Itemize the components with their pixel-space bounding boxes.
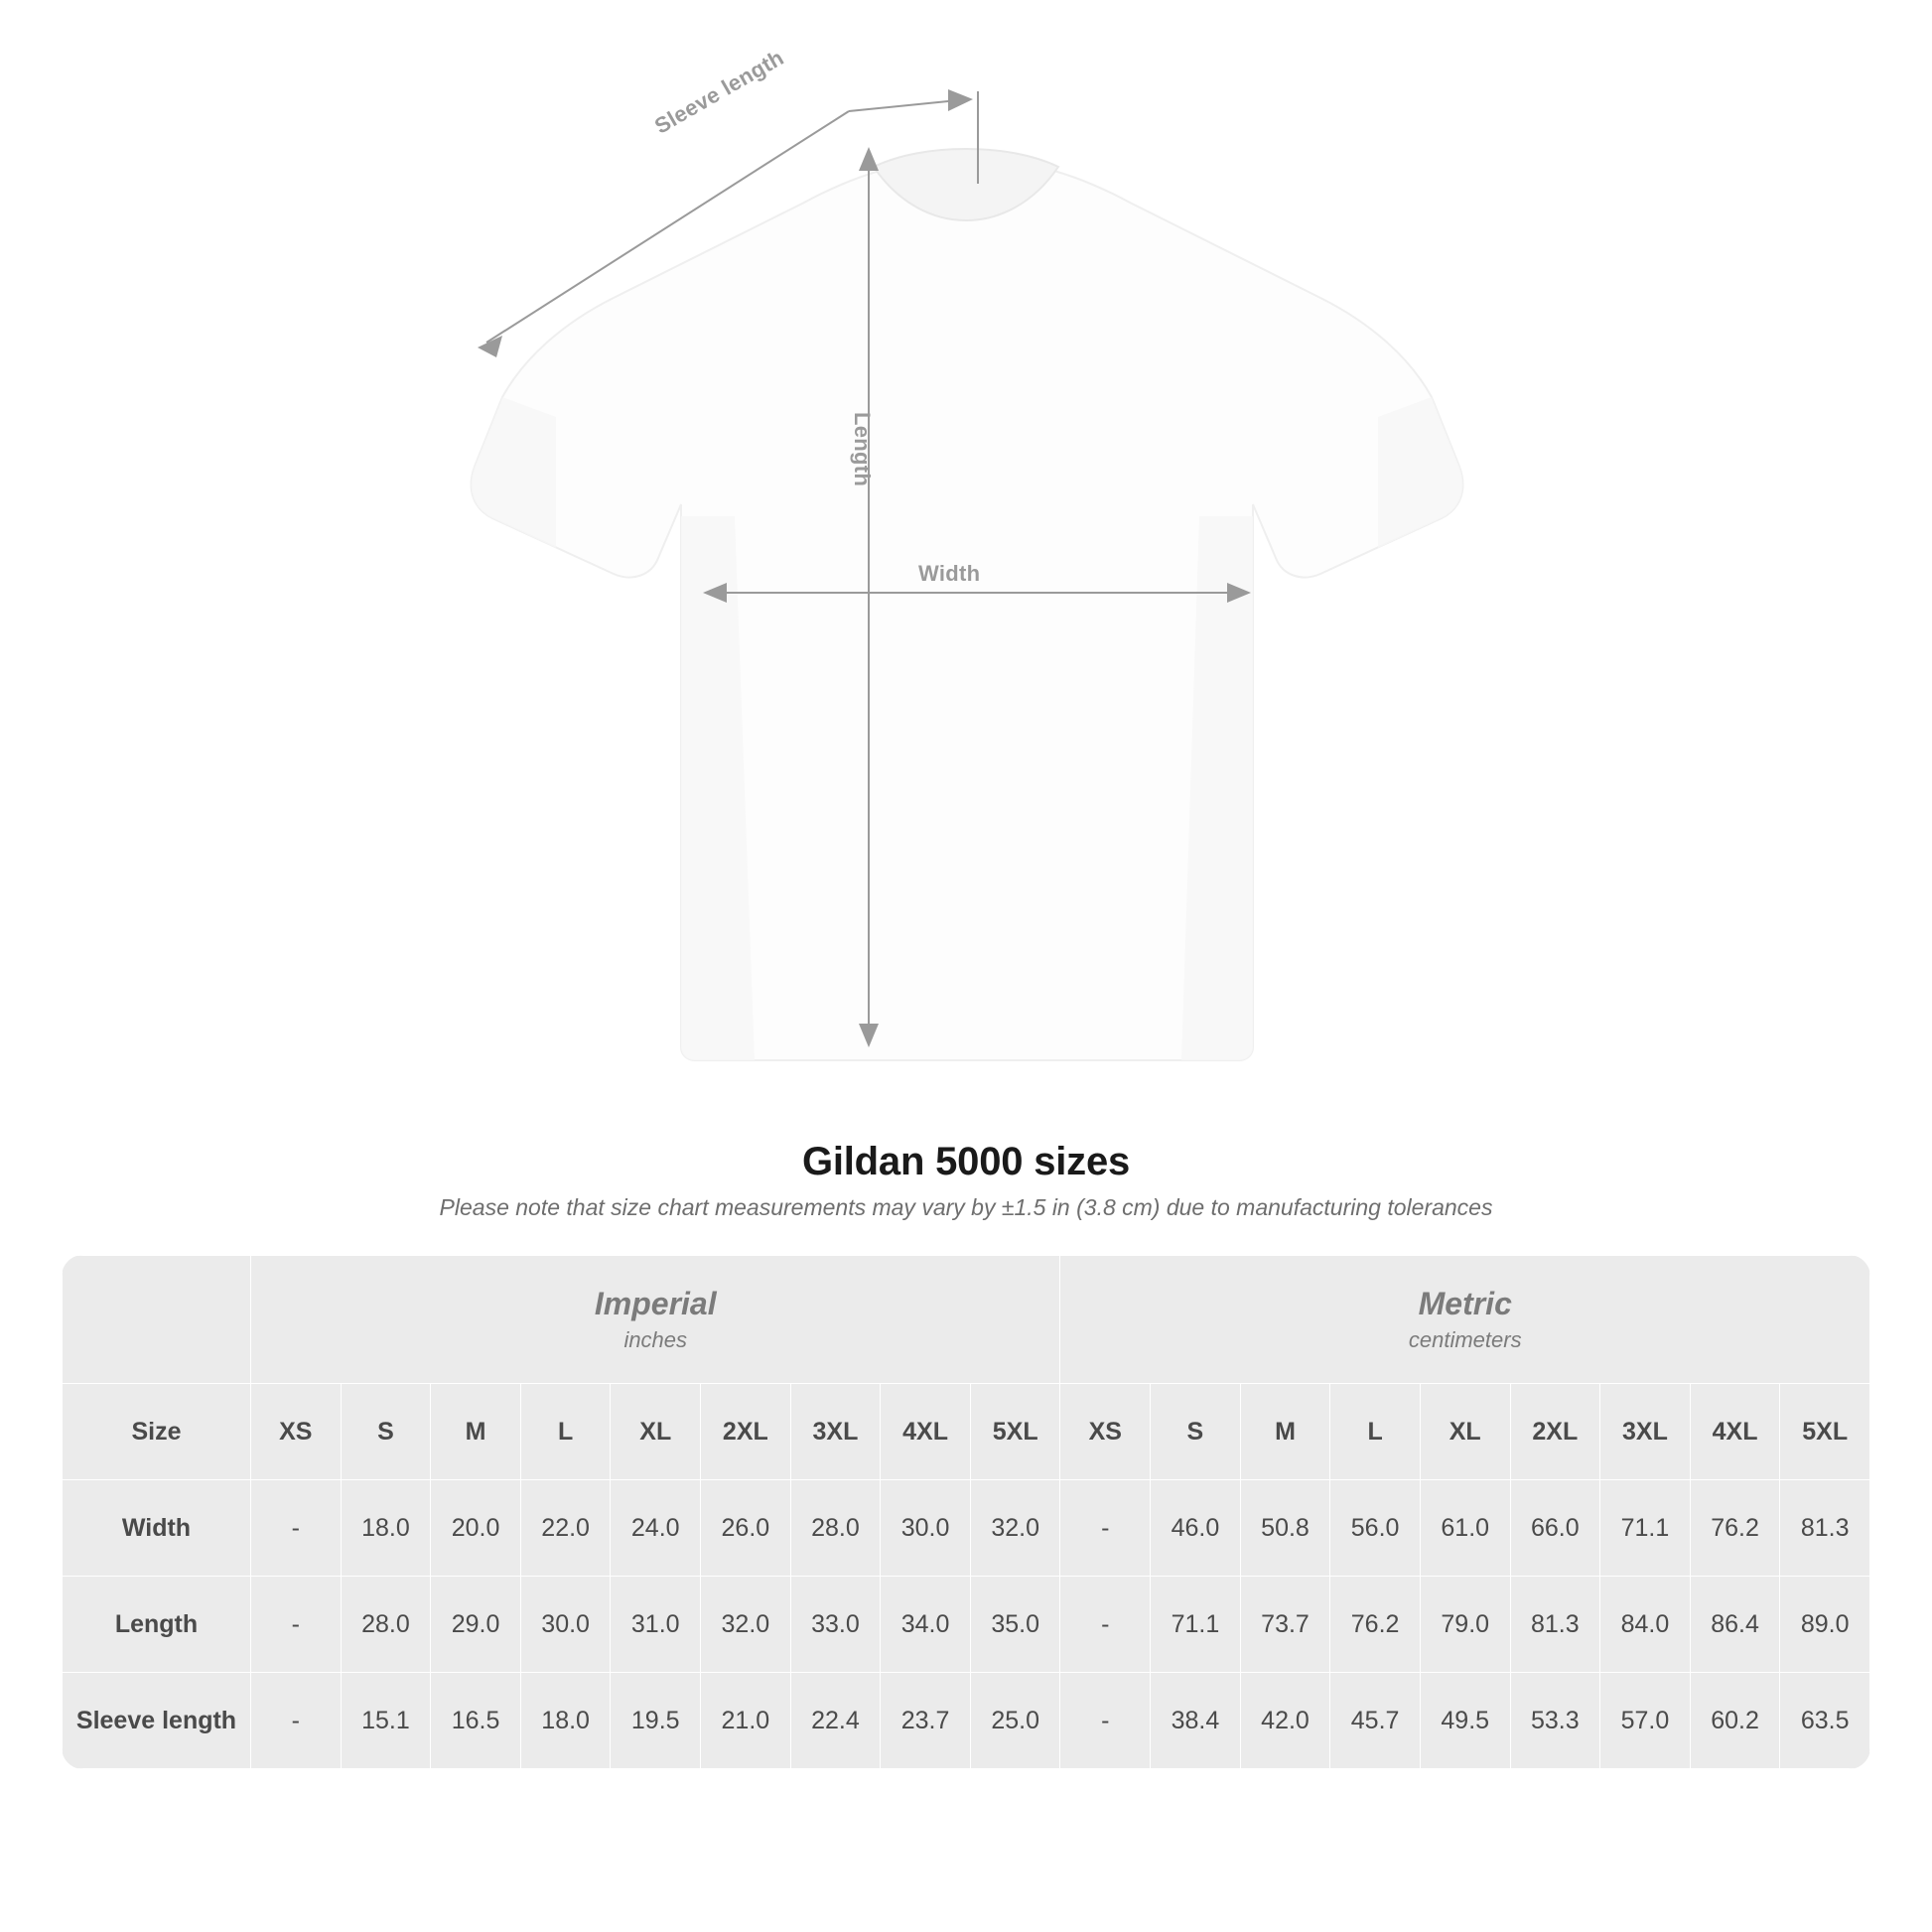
cell-sleeve-metric-m: 42.0	[1240, 1673, 1330, 1769]
page-title: Gildan 5000 sizes	[801, 1140, 1131, 1183]
cell-width-metric-s: 46.0	[1151, 1480, 1241, 1577]
size-cell-metric-3xl: 3XL	[1600, 1384, 1691, 1480]
cell-length-metric-2xl: 81.3	[1510, 1577, 1600, 1673]
cell-length-metric-l: 76.2	[1330, 1577, 1421, 1673]
cell-length-imperial-s: 28.0	[341, 1577, 431, 1673]
cell-width-imperial-l: 22.0	[520, 1480, 611, 1577]
cell-width-metric-xs: -	[1060, 1480, 1151, 1577]
size-cell-metric-2xl: 2XL	[1510, 1384, 1600, 1480]
cell-sleeve-metric-3xl: 57.0	[1600, 1673, 1691, 1769]
unit-header-row	[63, 1256, 1870, 1384]
size-cell-imperial-s: S	[341, 1384, 431, 1480]
cell-width-imperial-s: 18.0	[341, 1480, 431, 1577]
row-label-width: Width	[63, 1480, 251, 1577]
cell-width-imperial-xs: -	[251, 1480, 342, 1577]
cell-width-metric-3xl: 71.1	[1600, 1480, 1691, 1577]
cell-length-metric-4xl: 86.4	[1690, 1577, 1780, 1673]
size-cell-imperial-l: L	[520, 1384, 611, 1480]
size-cell-imperial-3xl: 3XL	[790, 1384, 881, 1480]
size-cell-metric-xs: XS	[1060, 1384, 1151, 1480]
cell-width-metric-2xl: 66.0	[1510, 1480, 1600, 1577]
cell-sleeve-imperial-xl: 19.5	[611, 1673, 701, 1769]
cell-width-imperial-5xl: 32.0	[970, 1480, 1060, 1577]
row-label-length: Length	[63, 1577, 251, 1673]
width-label: Width	[918, 561, 981, 586]
cell-length-imperial-4xl: 34.0	[881, 1577, 971, 1673]
size-cell-metric-s: S	[1151, 1384, 1241, 1480]
cell-sleeve-metric-l: 45.7	[1330, 1673, 1421, 1769]
cell-length-metric-5xl: 89.0	[1780, 1577, 1870, 1673]
size-cell-metric-4xl: 4XL	[1690, 1384, 1780, 1480]
cell-sleeve-imperial-s: 15.1	[341, 1673, 431, 1769]
cell-width-imperial-4xl: 30.0	[881, 1480, 971, 1577]
cell-sleeve-imperial-l: 18.0	[520, 1673, 611, 1769]
sleeve-length-label: Sleeve length	[650, 45, 788, 139]
size-cell-imperial-2xl: 2XL	[701, 1384, 791, 1480]
cell-width-metric-l: 56.0	[1330, 1480, 1421, 1577]
cell-sleeve-metric-s: 38.4	[1151, 1673, 1241, 1769]
cell-sleeve-metric-4xl: 60.2	[1690, 1673, 1780, 1769]
unit-header-spacer	[63, 1256, 251, 1384]
cell-sleeve-metric-2xl: 53.3	[1510, 1673, 1600, 1769]
cell-length-metric-s: 71.1	[1151, 1577, 1241, 1673]
cell-sleeve-metric-5xl: 63.5	[1780, 1673, 1870, 1769]
cell-sleeve-imperial-4xl: 23.7	[881, 1673, 971, 1769]
cell-length-imperial-xs: -	[251, 1577, 342, 1673]
metric-sub: centimeters	[1408, 1326, 1522, 1352]
cell-sleeve-imperial-xs: -	[251, 1673, 342, 1769]
cell-width-imperial-xl: 24.0	[611, 1480, 701, 1577]
cell-width-imperial-3xl: 28.0	[790, 1480, 881, 1577]
size-label-cell: Size	[63, 1384, 251, 1480]
cell-sleeve-imperial-2xl: 21.0	[701, 1673, 791, 1769]
table-row	[63, 1673, 1870, 1769]
cell-length-metric-m: 73.7	[1240, 1577, 1330, 1673]
cell-length-metric-xs: -	[1060, 1577, 1151, 1673]
cell-sleeve-imperial-5xl: 25.0	[970, 1673, 1060, 1769]
cell-sleeve-imperial-3xl: 22.4	[790, 1673, 881, 1769]
cell-length-imperial-xl: 31.0	[611, 1577, 701, 1673]
cell-width-imperial-m: 20.0	[431, 1480, 521, 1577]
size-cell-metric-l: L	[1330, 1384, 1421, 1480]
imperial-name: Imperial	[594, 1285, 717, 1321]
tolerance-note: Please note that size chart measurements may vary by ±1.5 in (3.8 cm) due to manufacturing tolerances	[439, 1194, 1493, 1220]
cell-length-imperial-2xl: 32.0	[701, 1577, 791, 1673]
cell-sleeve-metric-xl: 49.5	[1420, 1673, 1510, 1769]
size-cell-metric-m: M	[1240, 1384, 1330, 1480]
cell-length-imperial-5xl: 35.0	[970, 1577, 1060, 1673]
row-label-sleeve-length: Sleeve length	[63, 1673, 251, 1769]
cell-sleeve-metric-xs: -	[1060, 1673, 1151, 1769]
cell-length-imperial-m: 29.0	[431, 1577, 521, 1673]
cell-length-metric-xl: 79.0	[1420, 1577, 1510, 1673]
imperial-sub: inches	[623, 1326, 688, 1352]
metric-name: Metric	[1418, 1285, 1512, 1321]
cell-length-metric-3xl: 84.0	[1600, 1577, 1691, 1673]
cell-width-metric-4xl: 76.2	[1690, 1480, 1780, 1577]
metric-header	[1060, 1256, 1870, 1384]
size-table	[62, 1255, 1870, 1769]
length-label: Length	[850, 412, 875, 487]
title-block	[0, 1140, 1932, 1221]
cell-width-metric-5xl: 81.3	[1780, 1480, 1870, 1577]
table-row	[63, 1480, 1870, 1577]
cell-sleeve-imperial-m: 16.5	[431, 1673, 521, 1769]
imperial-header	[251, 1256, 1060, 1384]
cell-width-imperial-2xl: 26.0	[701, 1480, 791, 1577]
table-row	[63, 1577, 1870, 1673]
size-header-row	[63, 1384, 1870, 1480]
cell-width-metric-xl: 61.0	[1420, 1480, 1510, 1577]
cell-length-imperial-l: 30.0	[520, 1577, 611, 1673]
cell-width-metric-m: 50.8	[1240, 1480, 1330, 1577]
size-cell-imperial-4xl: 4XL	[881, 1384, 971, 1480]
size-cell-imperial-xl: XL	[611, 1384, 701, 1480]
size-cell-imperial-5xl: 5XL	[970, 1384, 1060, 1480]
cell-length-imperial-3xl: 33.0	[790, 1577, 881, 1673]
size-cell-metric-5xl: 5XL	[1780, 1384, 1870, 1480]
size-cell-metric-xl: XL	[1420, 1384, 1510, 1480]
size-cell-imperial-xs: XS	[251, 1384, 342, 1480]
size-table-container	[62, 1255, 1870, 1769]
size-cell-imperial-m: M	[431, 1384, 521, 1480]
